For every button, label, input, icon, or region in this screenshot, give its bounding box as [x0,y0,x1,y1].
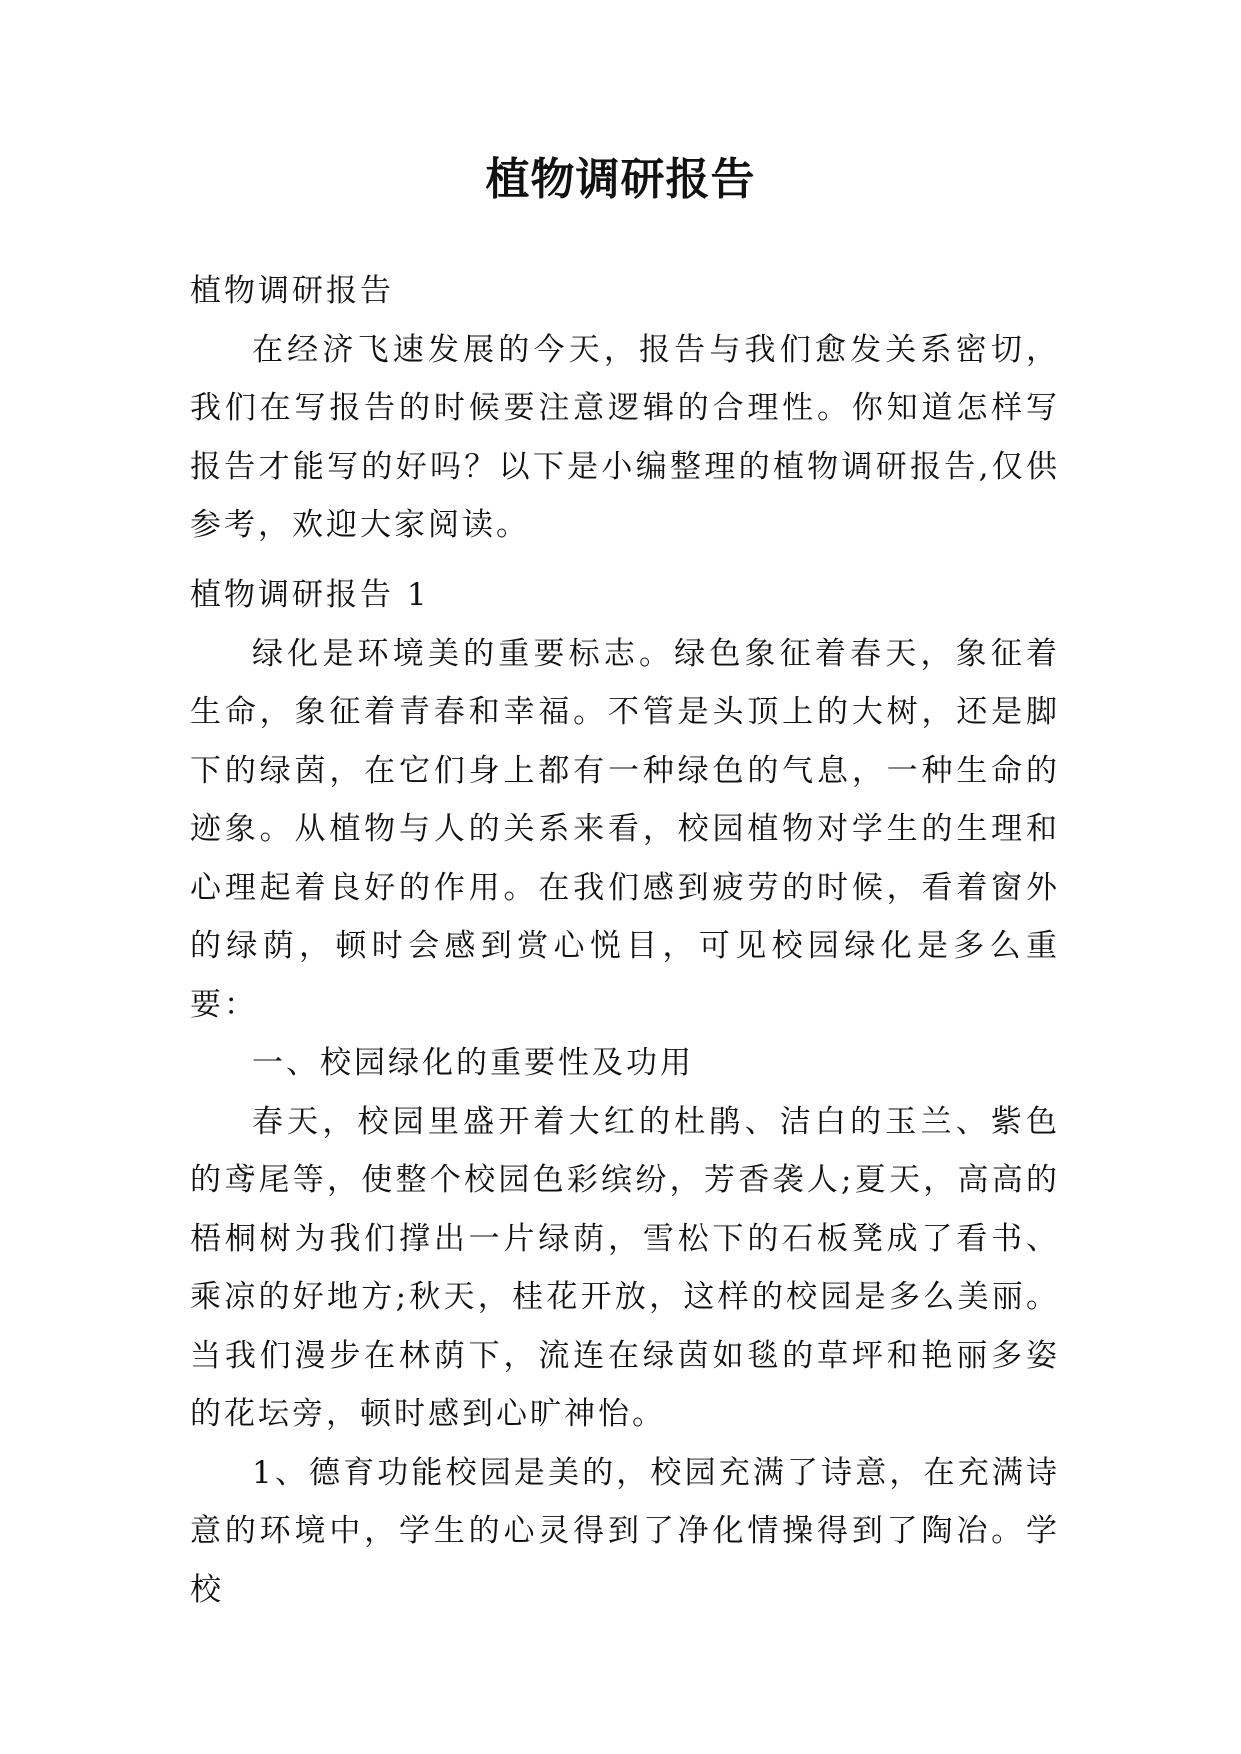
section-1-paragraph: 绿化是环境美的重要标志。绿色象征着春天，象征着生命，象征着青春和幸福。不管是头顶上的大树，还是脚下的绿茵，在它们身上都有一种绿色的气息，一种生命的迹象。从植物与人的关系来看，校园植物对学生的生理和心理起着良好的作用。在我们感到疲劳的时候，看着窗外的绿荫，顿时会感到赏心悦目，可见校园绿化是多么重要： [190,635,1060,1023]
intro-heading: 植物调研报告 [190,273,394,309]
section-1-paragraph: 1、德育功能校园是美的，校园充满了诗意，在充满诗意的环境中，学生的心灵得到了净化情操得到了陶冶。学校 [190,1454,1060,1608]
intro-paragraph: 在经济飞速发展的今天，报告与我们愈发关系密切，我们在写报告的时候要注意逻辑的合理性。你知道怎样写报告才能写的好吗？以下是小编整理的植物调研报告,仅供参考，欢迎大家阅读。 [190,331,1060,543]
section-1-subheading: 一、校园绿化的重要性及功用 [252,1045,694,1081]
section-1-heading: 植物调研报告 1 [190,577,430,613]
section-1-paragraph: 春天，校园里盛开着大红的杜鹃、洁白的玉兰、紫色的鸢尾等，使整个校园色彩缤纷，芳香袭人;夏天，高高的梧桐树为我们撑出一片绿荫，雪松下的石板凳成了看书、乘凉的好地方;秋天，桂花开放，这样的校园是多么美丽。当我们漫步在林荫下，流连在绿茵如毯的草坪和艳丽多姿的花坛旁，顿时感到心旷神怡。 [190,1103,1060,1432]
section-1 [190,566,1060,1619]
intro-section [190,262,1060,555]
document-title: 植物调研报告 [485,154,756,205]
